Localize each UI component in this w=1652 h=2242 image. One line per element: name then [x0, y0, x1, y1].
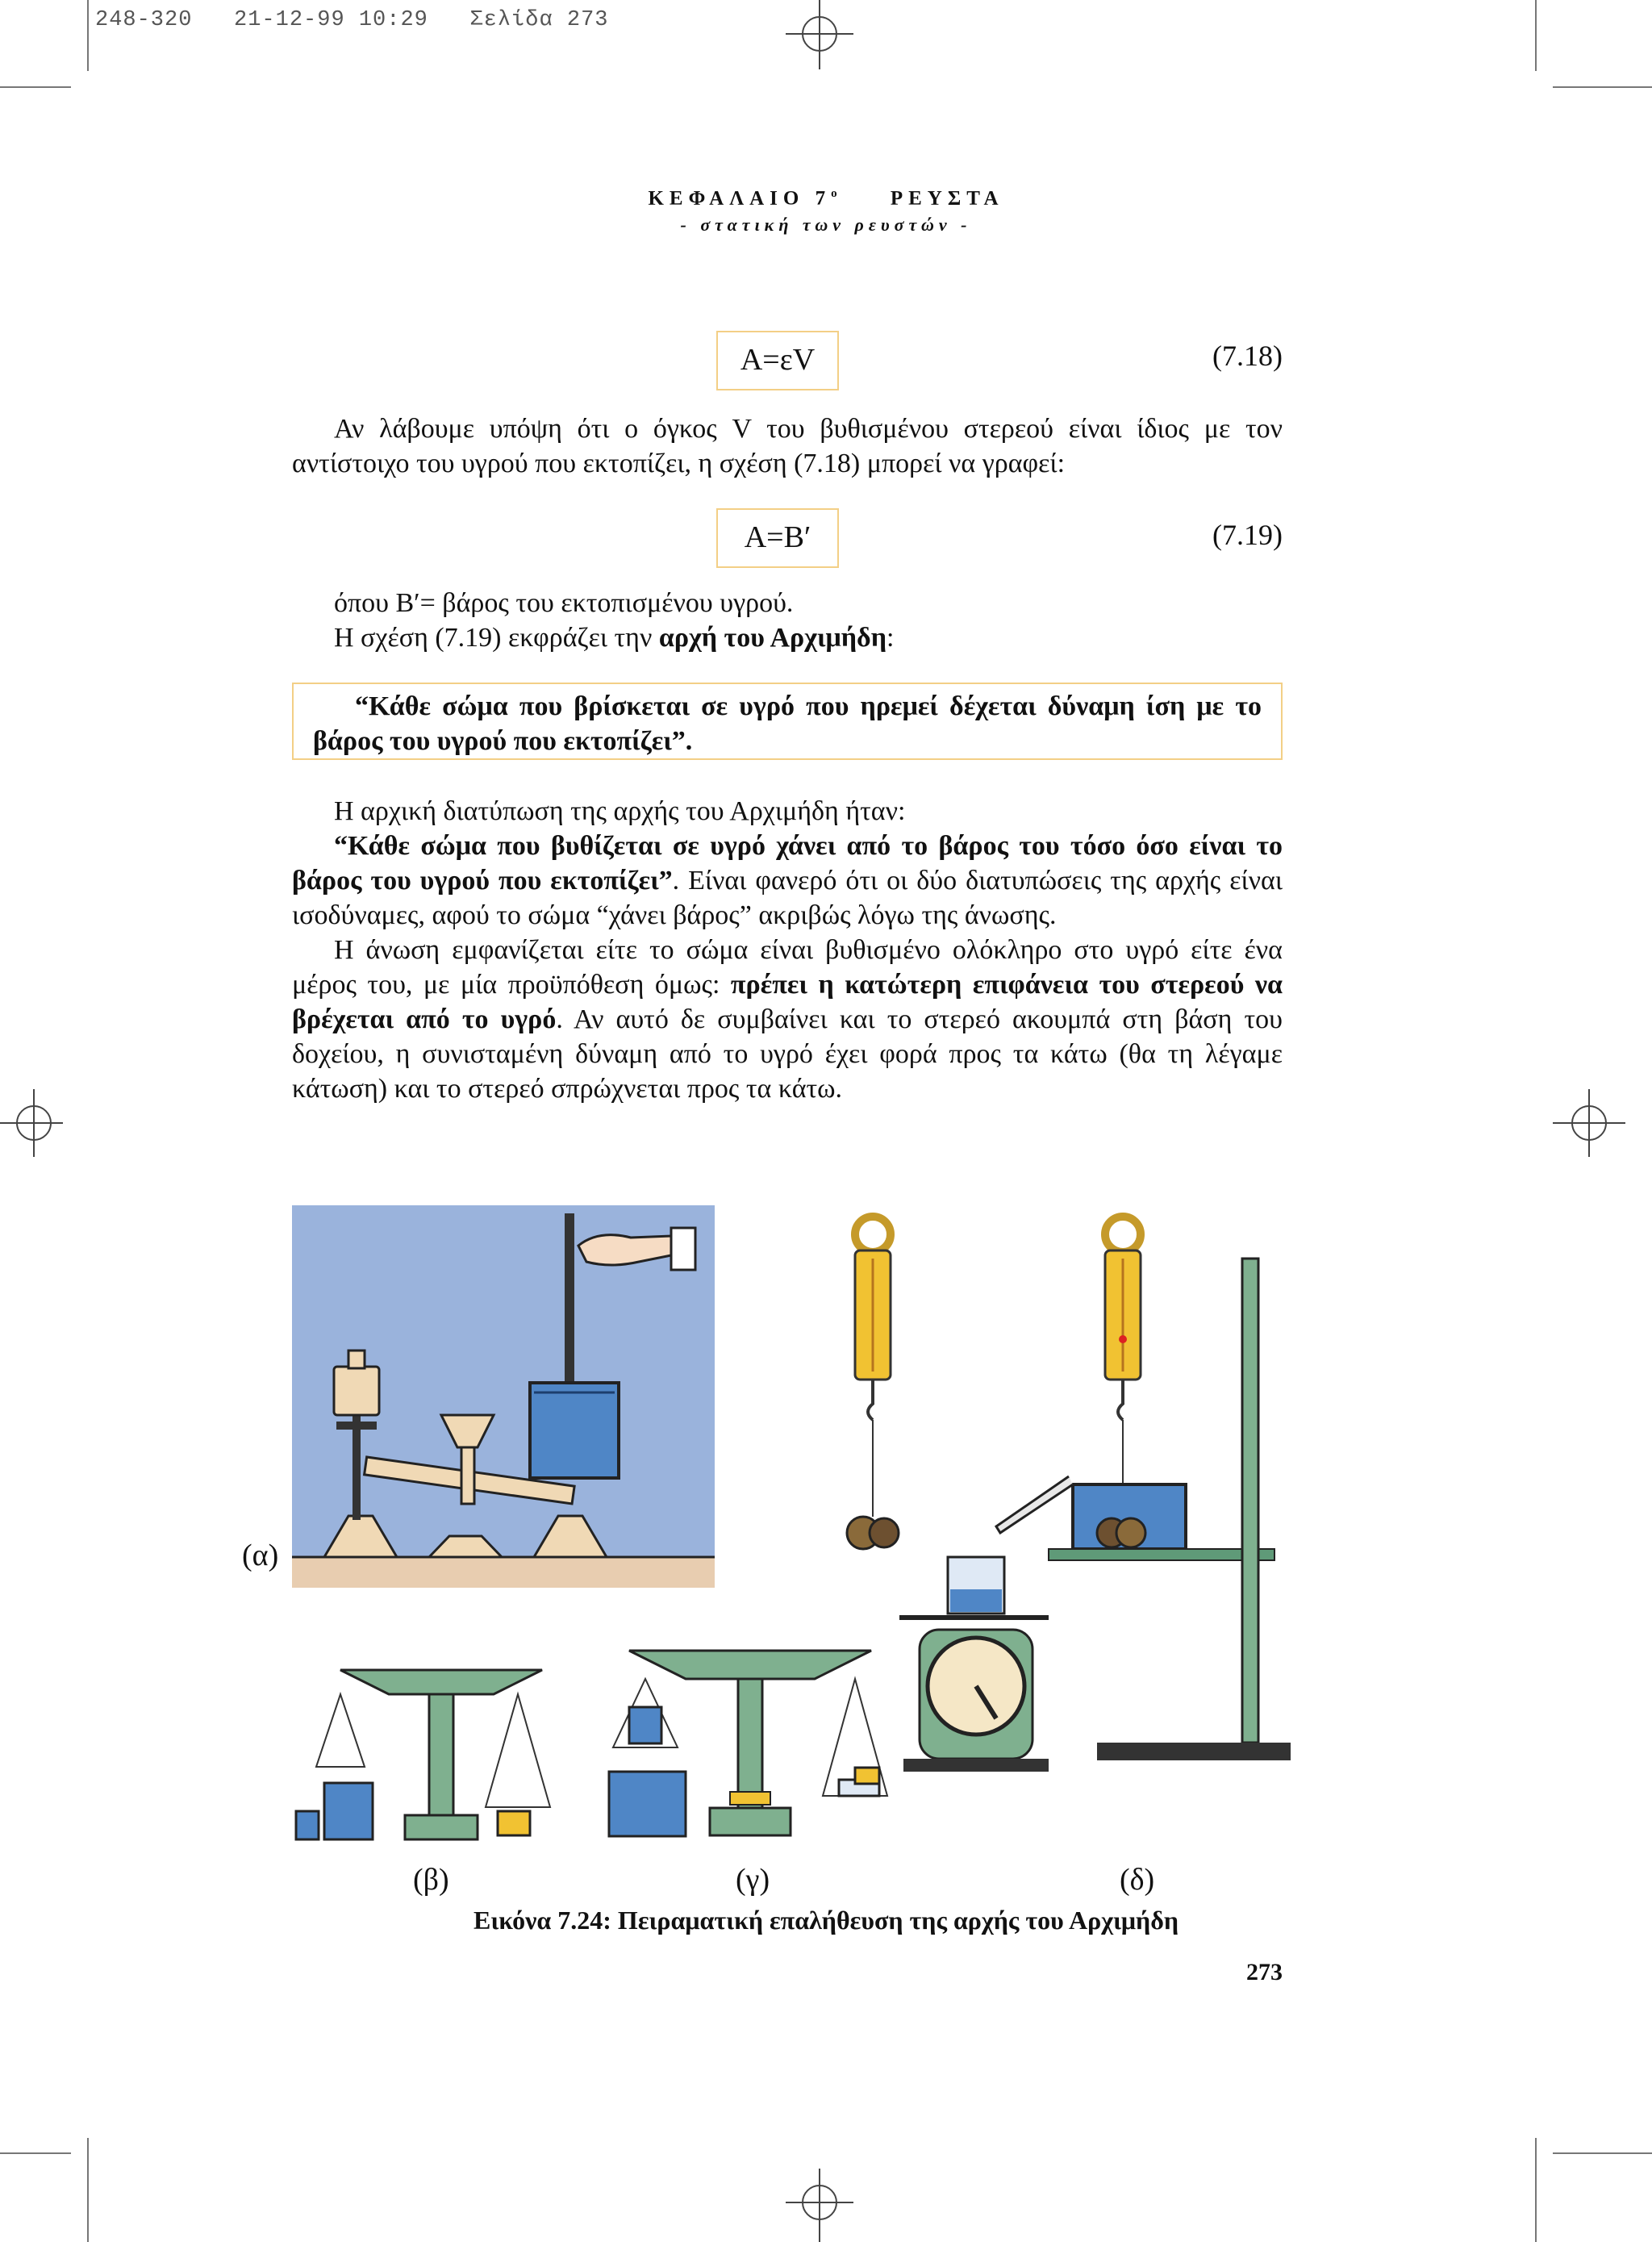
chapter-superscript: ο — [831, 187, 837, 200]
archimedes-law-box — [292, 683, 1283, 760]
where-line: όπου B′= βάρος του εκτοπισμένου υγρού. — [334, 588, 794, 618]
principle-intro: Η σχέση (7.19) εκφράζει την αρχή του Αρχιμήδη: — [334, 623, 895, 653]
figure-label-b: (β) — [413, 1863, 449, 1897]
equation-number-7-18: (7.18) — [1212, 340, 1283, 372]
figure-panel-c-balance — [597, 1618, 903, 1847]
paragraph — [292, 794, 1283, 1106]
slug-page: Σελίδα 273 — [469, 8, 609, 32]
trim-mark — [87, 2138, 89, 2242]
page-number: 273 — [1246, 1959, 1283, 1985]
trim-mark — [1535, 0, 1537, 71]
archimedes-law-text: “Κάθε σώμα που βρίσκεται σε υγρό που ηρεμεί δέχεται δύναμη ίση με το βάρος του υγρού που εκτοπίζει”. — [313, 691, 1262, 756]
registration-mark — [779, 2169, 860, 2242]
trim-mark — [0, 86, 71, 88]
registration-mark — [0, 1083, 65, 1163]
slug-id: 248-320 — [95, 8, 193, 32]
paragraph — [292, 411, 1283, 481]
figure-panel-a — [292, 1205, 715, 1588]
trim-mark — [87, 0, 89, 71]
chapter-header — [0, 187, 1652, 210]
chapter-topic: ΡΕΥΣΤΑ — [890, 187, 1004, 210]
trim-mark — [1553, 86, 1652, 88]
registration-mark — [1553, 1083, 1652, 1163]
figure-label-a: (α) — [242, 1539, 279, 1572]
registration-mark — [779, 0, 860, 73]
equation-number-7-19: (7.19) — [1212, 519, 1283, 551]
buoyancy-condition: Η άνωση εμφανίζεται είτε το σώμα είναι βυθισμένο ολόκληρο στο υγρό είτε ένα μέρος του, με μία προϋπόθεση όμως: πρέπει η κατώτερη επιφάνεια του στερεού να βρέχεται από το υγρό. Αν αυτό δε συμβαίνει και το στερεό ακουμπά στη βάση του δοχείου, η συνισταμένη δύναμη από το υγρό έχει φορά προς τα κάτω (θα τη λέγαμε κάτωση) και το στερεό σπρώχνεται προς τα κάτω. — [292, 935, 1283, 1104]
trim-mark — [1553, 2152, 1652, 2154]
trim-mark — [0, 2152, 71, 2154]
chapter-subtitle: - στατική των ρευστών - — [680, 215, 972, 235]
paragraph — [292, 586, 1283, 655]
figure-label-c: (γ) — [736, 1863, 770, 1897]
figure-caption: Εικόνα 7.24: Πειραματική επαλήθευση της αρχής του Αρχιμήδη — [473, 1906, 1179, 1935]
print-slug — [95, 8, 609, 32]
original-formulation-intro: Η αρχική διατύπωση της αρχής του Αρχιμήδη ήταν: — [334, 796, 906, 826]
figure-panel-b-balance — [292, 1638, 590, 1847]
equation-box-7-19: A=B′ — [716, 508, 839, 568]
chapter-title: ΚΕΦΑΛΑΙΟ 7 — [648, 187, 832, 210]
principle-name: αρχή του Αρχιμήδη — [658, 623, 887, 653]
trim-mark — [1535, 2138, 1537, 2242]
equation-box-7-18: A=εV — [716, 331, 839, 390]
slug-datetime: 21-12-99 10:29 — [234, 8, 428, 32]
paragraph-text: Αν λάβουμε υπόψη ότι ο όγκος V του βυθισμένου στερεού είναι ίδιος με τον αντίστοιχο του υγρού που εκτοπίζει, η σχέση (7.18) μπορεί να γραφεί: — [292, 414, 1283, 478]
figure-label-d: (δ) — [1120, 1863, 1155, 1897]
original-formulation: “Κάθε σώμα που βυθίζεται σε υγρό χάνει από το βάρος του τόσο όσο είναι το βάρος του υγρού που εκτοπίζει”. Είναι φανερό ότι οι δύο διατυπώσεις της αρχής είναι ισοδύναμες, αφού το σώμα “χάνει βάρος” ακριβώς λόγω της άνωσης. — [292, 831, 1283, 930]
